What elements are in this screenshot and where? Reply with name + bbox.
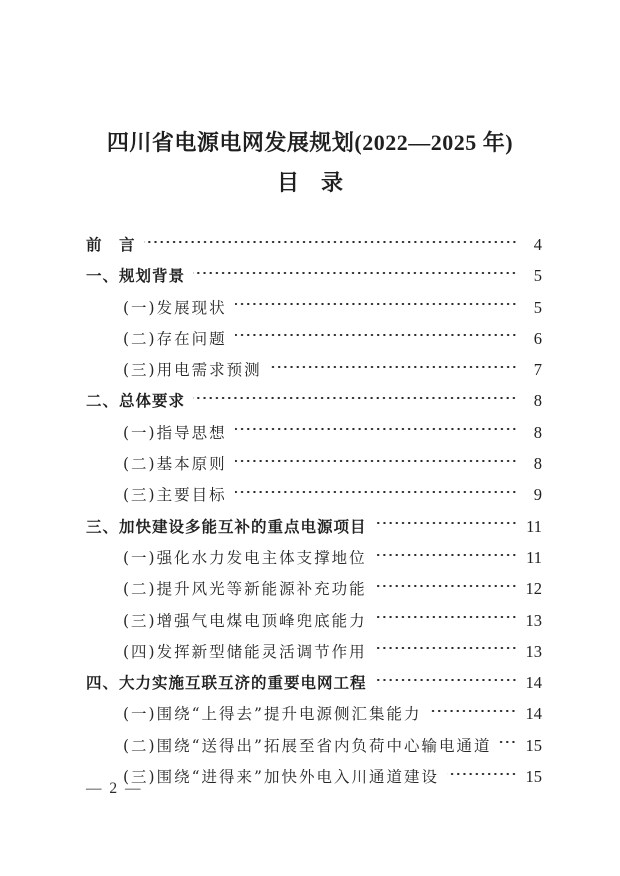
toc-entry-page: 13: [525, 641, 542, 661]
toc-entry-page: 14: [525, 673, 542, 693]
toc-leader-dots: [375, 542, 517, 573]
toc-entry-label: 一、规划背景: [86, 267, 186, 286]
toc-entry-page: 8: [533, 454, 542, 474]
toc-entry: [86, 511, 542, 542]
toc-leader-dots: [235, 323, 517, 354]
toc-entry: [86, 448, 542, 479]
toc-entry-page: 4: [533, 235, 542, 254]
toc-entry-page: 15: [525, 735, 542, 755]
toc-leader-dots: [193, 385, 517, 416]
toc-entry-label: 前 言: [86, 236, 136, 254]
toc-leader-dots: [235, 417, 517, 448]
toc-list: [86, 229, 542, 792]
toc-entry-label: (一)指导思想: [123, 423, 227, 442]
toc-entry: [86, 354, 542, 385]
toc-entry: [86, 636, 542, 667]
toc-entry: [86, 605, 542, 636]
toc-entry-page: 15: [525, 767, 542, 787]
toc-entry-label: (一)强化水力发电主体支撑地位: [123, 548, 367, 567]
toc-entry-page: 5: [533, 266, 542, 286]
toc-leader-dots: [375, 605, 517, 636]
toc-entry: [86, 292, 542, 323]
toc-leader-dots: [235, 448, 517, 479]
toc-entry-label: (三)增强气电煤电顶峰兜底能力: [123, 611, 367, 630]
toc-leader-dots: [144, 229, 517, 260]
document-title: 四川省电源电网发展规划(2022—2025 年): [106, 130, 514, 155]
toc-leader-dots: [375, 636, 517, 667]
toc-entry-label: (二)存在问题: [123, 329, 227, 348]
toc-entry-label: (四)发挥新型储能灵活调节作用: [123, 642, 367, 661]
toc-entry-page: 8: [533, 422, 542, 442]
toc-entry-page: 13: [525, 610, 542, 630]
toc-entry: [86, 573, 542, 604]
toc-entry: [86, 698, 542, 729]
toc-leader-dots: [270, 354, 517, 385]
toc-entry-page: 11: [526, 516, 542, 536]
toc-entry: [86, 542, 542, 573]
toc-leader-dots: [235, 292, 517, 323]
toc-entry-label: (三)用电需求预测: [123, 361, 262, 380]
toc-leader-dots: [429, 698, 517, 729]
toc-entry-label: (三)主要目标: [123, 486, 227, 505]
toc-entry-label: (二)基本原则: [123, 455, 227, 474]
toc-leader-dots: [193, 260, 517, 291]
toc-entry-page: 8: [533, 391, 542, 411]
toc-entry: [86, 260, 542, 291]
toc-entry: [86, 479, 542, 510]
toc-entry-label: (二)围绕“送得出”拓展至省内负荷中心输电通道: [123, 736, 492, 755]
toc-entry: [86, 323, 542, 354]
toc-entry: [86, 730, 542, 761]
toc-entry: [86, 667, 542, 698]
toc-entry-label: 三、加快建设多能互补的重点电源项目: [86, 517, 367, 536]
toc-entry: [86, 761, 542, 792]
toc-entry-page: 7: [533, 360, 542, 380]
toc-entry-label: 二、总体要求: [86, 392, 186, 411]
toc-entry-page: 6: [533, 328, 542, 348]
toc-entry-page: 5: [533, 297, 542, 317]
toc-entry-label: (三)围绕“进得来”加快外电入川通道建设: [123, 768, 439, 787]
footer-page-number: — 2 —: [86, 780, 143, 797]
toc-leader-dots: [235, 479, 517, 510]
toc-leader-dots: [375, 573, 517, 604]
toc-entry-page: 11: [526, 547, 542, 567]
toc-entry-label: (二)提升风光等新能源补充功能: [123, 580, 367, 599]
toc-entry-label: (一)发展现状: [123, 298, 227, 317]
toc-entry-label: (一)围绕“上得去”提升电源侧汇集能力: [123, 705, 422, 724]
toc-entry-page: 14: [525, 704, 542, 724]
toc-entry: [86, 385, 542, 416]
toc-leader-dots: [447, 761, 517, 792]
toc-leader-dots: [499, 730, 517, 761]
toc-leader-dots: [375, 511, 517, 542]
toc-entry: [86, 229, 542, 260]
toc-entry-page: 12: [525, 579, 542, 599]
toc-entry-label: 四、大力实施互联互济的重要电网工程: [86, 674, 367, 693]
toc-entry: [86, 417, 542, 448]
toc-entry-page: 9: [533, 485, 542, 505]
toc-leader-dots: [375, 667, 517, 698]
toc-heading: 目 录: [276, 170, 343, 195]
